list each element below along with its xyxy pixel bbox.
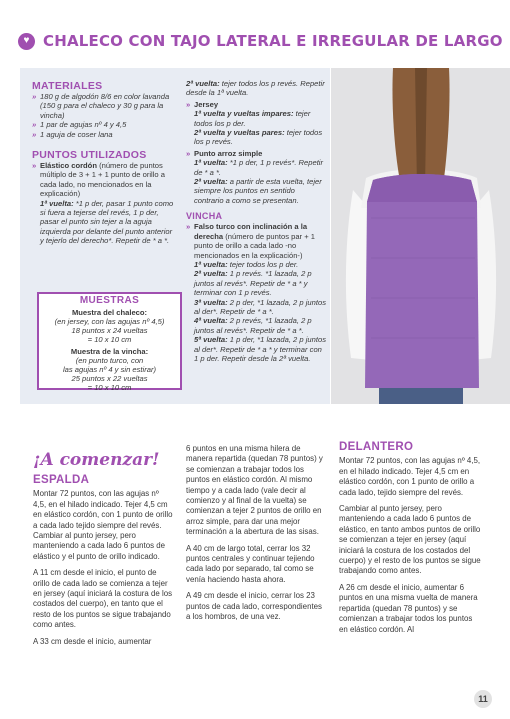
row-label: 2ª vuelta:	[186, 79, 220, 88]
paragraph: A 26 cm desde el inicio, aumentar 6 puntos en una misma vuelta de manera repartida (quedan 78 puntos) y se comienzan a trabajar todos los puntos en elástico cordón. Al	[339, 582, 478, 634]
paragraph: Montar 72 puntos, con las agujas nº 4,5, en el hilado indicado. Tejer 4,5 cm en elástico cordón, con 1 punto de orillo a cada lado, tejido siempre del revés.	[339, 456, 481, 497]
product-photo	[331, 68, 510, 404]
back-column	[33, 475, 173, 647]
gauge-box	[37, 292, 182, 390]
row-label: 1ª vuelta:	[40, 198, 74, 208]
row-label: 2ª vuelta:	[194, 269, 228, 279]
heart-icon: ♥	[18, 33, 35, 50]
row-label: 5ª vuelta:	[194, 335, 228, 345]
gauge-line: = 10 x 10 cm	[87, 335, 132, 344]
paragraph: A 40 cm de largo total, cerrar los 32 puntos centrales y continuar tejiendo cada lado por separado, tal como se venía haciendo hasta ahora.	[186, 543, 315, 584]
row-label: 4ª vuelta:	[194, 316, 228, 326]
materials-item: » 1 aguja de coser lana	[32, 130, 178, 139]
materials-column	[32, 80, 178, 246]
gauge-line: las agujas nº 4 y sin estirar)	[62, 365, 157, 374]
gauge-line: = 10 x 10 cm	[87, 383, 132, 392]
headband-heading: VINCHA	[186, 211, 223, 222]
stitch-arroz: » Punto arroz simple	[186, 149, 326, 158]
row-text: 2 p der, *1 lazada, 2 p juntos al der*. Repetir de * a *.	[194, 297, 326, 316]
materials-item: » 1 par de agujas nº 4 y 4,5	[32, 120, 178, 129]
stitch-row	[186, 177, 326, 205]
row-label: 2ª vuelta:	[194, 177, 228, 187]
row-text: tejer todos los p der.	[194, 109, 311, 128]
gauge-vest-title: Muestra del chaleco:	[71, 308, 148, 317]
stitch-row	[186, 269, 326, 297]
page-header	[18, 28, 503, 54]
row-label: 1ª vuelta:	[194, 158, 228, 168]
row-text: *1 p der, pasar 1 punto como si fuera a tejerse del revés, 1 p der, pasar el punto sin tejer a la aguja izquierda por delante del punto anterior y tejerlo del derecho*. Repetir de * a *.	[40, 198, 174, 246]
stitch-row	[186, 260, 326, 269]
paragraph: Montar 72 puntos, con las agujas nº 4,5, en el hilado indicado. Tejer 4,5 cm en elástico cordón, con 1 punto de orillo a cada lado tejido siempre del revés. Cambiar al punto jersey, pero manteniendo a cada lado 6 puntos de elástico y el punto de orillo indicado.	[33, 489, 173, 561]
row-text: tejer todos los p der.	[227, 259, 299, 269]
row-label: 3ª vuelta:	[194, 297, 228, 307]
stitch-elastico	[32, 161, 178, 199]
paragraph: A 33 cm desde el inicio, aumentar	[33, 636, 152, 646]
stitch-jersey: » Jersey	[186, 100, 326, 109]
stitches-heading: PUNTOS UTILIZADOS	[32, 149, 147, 162]
paragraph: A 49 cm desde el inicio, cerrar los 23 puntos de cada lado, correspondientes a los hombros, de una vez.	[186, 591, 322, 622]
stitch-row	[186, 158, 326, 177]
row-label: 1ª vuelta:	[194, 259, 228, 269]
paragraph: 6 puntos en una misma hilera de manera repartida (quedan 78 puntos) y se comienzan a trabajar todos los puntos en elástico cordón. Al mismo tiempo y a cada lado (vale decir al comienzo y al final de la vuelta) se comienzan a tejer 2 puntos de orillo en arroz simple, para dar una mejor terminación a la abertura de las sisas.	[186, 444, 323, 537]
materials-heading: MATERIALES	[32, 80, 103, 92]
row-label: 2ª vuelta y vueltas pares:	[194, 128, 285, 138]
stitches-column	[186, 79, 326, 363]
stitch-desc: (número de puntos par + 1 punto de orillo a cada lado -no mencionados en la explicación-)	[194, 231, 315, 260]
row-label: 1ª vuelta y vueltas impares:	[194, 109, 294, 119]
front-column	[339, 442, 481, 635]
row-text: 2 p revés, *1 lazada, 2 p juntos al revés*. Repetir de * a *.	[194, 316, 312, 335]
section-title: ¡A comenzar!	[33, 450, 160, 470]
stitch-row	[186, 79, 326, 98]
row-text: tejer todos los p revés. Repetir desde la 1ª vuelta.	[186, 79, 325, 98]
row-text: tejer todos los p revés.	[194, 128, 323, 147]
gauge-headband-title: Muestra de la vincha:	[70, 347, 149, 356]
gauge-line: (en jersey, con las agujas nº 4,5)	[54, 317, 165, 326]
stitch-name: Elástico cordón	[40, 161, 97, 171]
materials-item: » 180 g de algodón 8/6 en color lavanda (150 g para el chaleco y 30 g para la vincha)	[32, 92, 178, 120]
stitch-row	[186, 316, 326, 335]
front-heading: DELANTERO	[339, 441, 414, 453]
row-text: *1 p der, 1 p revés*. Repetir de * a *.	[194, 158, 324, 177]
row-text: 1 p der, *1 lazada, 2 p juntos al der*. Repetir de * a * y terminar con 1 p der. Repetir desde la 2ª vuelta.	[194, 335, 326, 363]
stitch-falso-turco	[186, 222, 326, 260]
paragraph: A 11 cm desde el inicio, el punto de orillo de cada lado se comienza a tejer en jersey (aquí iniciará la costura de los costados del cuerpo), en tanto que el resto de los puntos se sigue trabajando como antes.	[33, 568, 173, 630]
gauge-heading: MUESTRAS	[79, 295, 140, 306]
stitch-row	[186, 109, 326, 128]
child-in-vest-illustration	[331, 68, 510, 404]
stitch-row	[186, 298, 326, 317]
back-heading: ESPALDA	[33, 474, 90, 486]
gauge-line: 18 puntos x 24 vueltas	[71, 326, 148, 335]
stitch-row	[186, 128, 326, 147]
stitch-name: Falso turco con inclinación a la derecha	[194, 222, 308, 241]
paragraph: Cambiar al punto jersey, pero manteniendo a cada lado 6 puntos de elástico, en tanto ambos puntos de orillo se comienzan a tejer en jersey (aquí iniciará la costura de los costados del cuerpo) y el resto de los puntos se sigue trabajando como antes.	[339, 504, 481, 576]
row-text: a partir de esta vuelta, tejer siempre los puntos en sentido contrario a como se presentan.	[194, 177, 322, 205]
gauge-line: (en punto turco, con	[75, 356, 144, 365]
gauge-line: 25 puntos x 22 vueltas	[71, 374, 148, 383]
row-text: 1 p revés. *1 lazada, 2 p juntos al revés*. Repetir de * a * y terminar con 1 p revés.	[194, 269, 312, 298]
stitch-desc: (número de puntos múltiplo de 3 + 1 + 1 punto de orillo a cada lado, no mencionados en la explicación)	[40, 161, 165, 199]
page-title: CHALECO CON TAJO LATERAL E IRREGULAR DE LARGO	[43, 32, 503, 50]
stitch-row	[186, 335, 326, 363]
stitch-row	[32, 199, 178, 246]
page-number: 11	[474, 690, 492, 708]
middle-column	[186, 444, 326, 623]
